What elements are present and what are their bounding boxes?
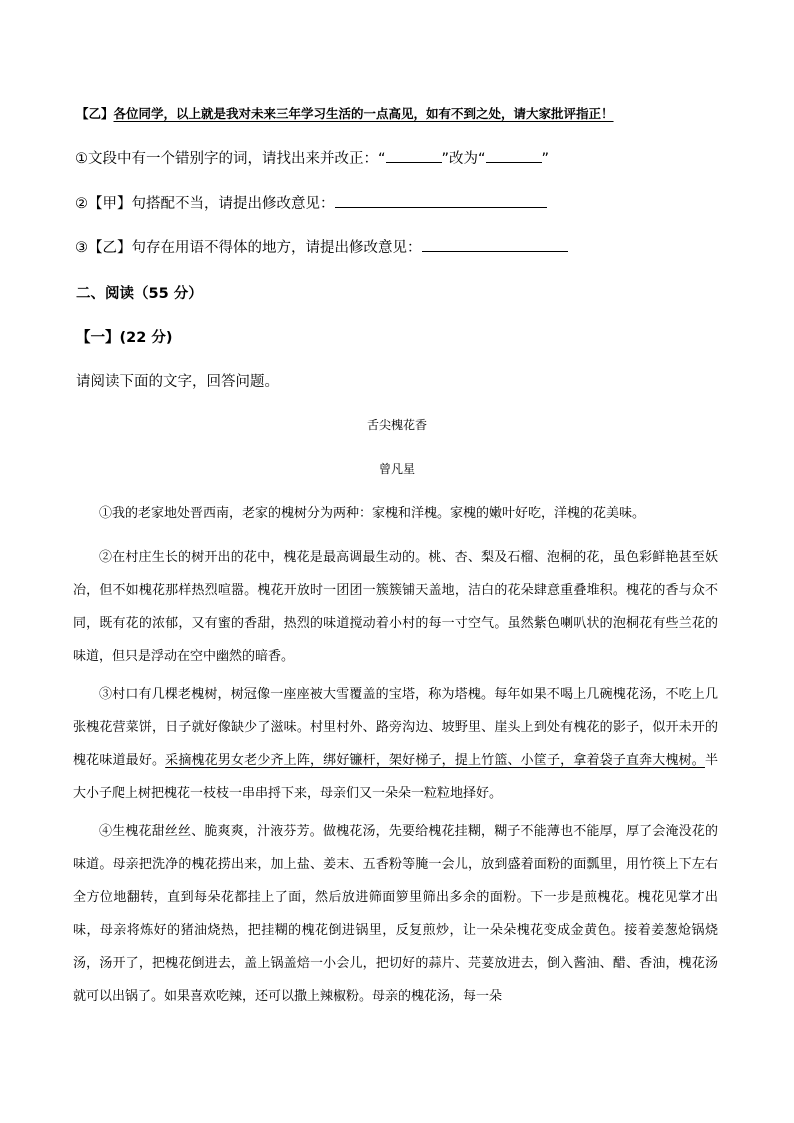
answer-blank-1a[interactable] — [386, 147, 442, 163]
question-1-text-a: ①文段中有一个错别字的词，请找出来并改正：“ — [75, 151, 386, 167]
section-title: 二、阅读（55 分） — [76, 286, 203, 302]
paragraph-2: ②在村庄生长的树开出的花中，槐花是最高调最生动的。桃、杏、梨及石榴、泡桐的花，虽色彩鲜艳甚至妖冶，但不如槐花那样热烈喧嚣。槐花开放时一团团一簇簇铺天盖地，洁白的花朵肆意重叠堆积。槐花的香与众不同，既有花的浓郁，又有蜜的香甜，热烈的味道搅动着小村的每一寸空气。虽然紫色喇叭状的泡桐花有些兰花的味道，但只是浮动在空中幽然的暗香。 — [73, 550, 718, 664]
paragraph-4: ④生槐花甜丝丝、脆爽爽，汁液芬芳。做槐花汤，先要给槐花挂糊，糊子不能薄也不能厚，厚了会淹没花的味道。母亲把洗净的槐花捞出来，加上盐、姜末、五香粉等腌一会儿，放到盛着面粉的面瓢里，用竹筷上下左右全方位地翻转，直到每朵花都挂上了面，然后放进筛面箩里筛出多余的面粉。下一步是煎槐花。槐花见掌才出味，母亲将炼好的猪油烧热，把挂糊的槐花倒进锅里，反复煎炒，让一朵朵槐花变成金黄色。接着姜葱炝锅烧汤，汤开了，把槐花倒进去，盖上锅盖焙一小会儿，把切好的蒜片、芫荽放进去，倒入酱油、醋、香油，槐花汤就可以出锅了。如果喜欢吃辣，还可以撒上辣椒粉。母亲的槐花汤，每一朵 — [73, 824, 718, 1004]
paragraph-3-part-a: ③村口有几棵老槐树，树冠像一座座被大雪覆盖的宝塔，称为塔槐。每年如果不喝上几碗槐花汤，不吃上几张槐花营菜饼，日子就好像缺少了滋味。村里村外、路旁沟边、坡野里、崖头上到处有槐花的影子，似开未开的槐花味道最好。 — [73, 687, 718, 768]
paragraph-1: ①我的老家地处晋西南，老家的槐树分为两种：家槐和洋槐。家槐的嫩叶好吃，洋槐的花美味。 — [99, 506, 646, 521]
yi-sentence-text: 各位同学，以上就是我对未来三年学习生活的一点高见，如有不到之处，请大家批评指正！ — [113, 106, 614, 121]
question-2 — [75, 192, 547, 213]
question-1-text-b: ”改为“ — [441, 151, 486, 167]
yi-prefix: 【乙】 — [76, 106, 114, 121]
question-3-text: ③【乙】句存在用语不得体的地方，请提出修改意见： — [75, 240, 422, 256]
question-1-text-c: ” — [541, 151, 550, 167]
article-title: 舌尖槐花香 — [366, 418, 427, 432]
paragraph-3 — [73, 678, 718, 810]
paragraph-3-part-b: 半大小子爬上树把槐花一枝枝一串串捋下来，母亲们又一朵朵一粒粒地择好。 — [73, 753, 718, 801]
article-author: 曾凡星 — [378, 462, 415, 476]
question-1 — [75, 147, 549, 168]
subsection-title: 【一】(22 分) — [76, 330, 173, 346]
paragraph-3-underlined: 采摘槐花男女老少齐上阵，绑好镰杆，架好梯子，提上竹篮、小筐子，拿着袋子直奔大槐树。 — [165, 753, 705, 768]
answer-blank-3[interactable] — [422, 236, 568, 252]
answer-blank-1b[interactable] — [486, 147, 542, 163]
question-3 — [75, 236, 568, 257]
yi-sentence — [76, 104, 614, 122]
question-2-text: ②【甲】句搭配不当，请提出修改意见： — [75, 196, 335, 212]
answer-blank-2[interactable] — [335, 192, 547, 208]
instruction-text: 请阅读下面的文字，回答问题。 — [76, 374, 279, 390]
